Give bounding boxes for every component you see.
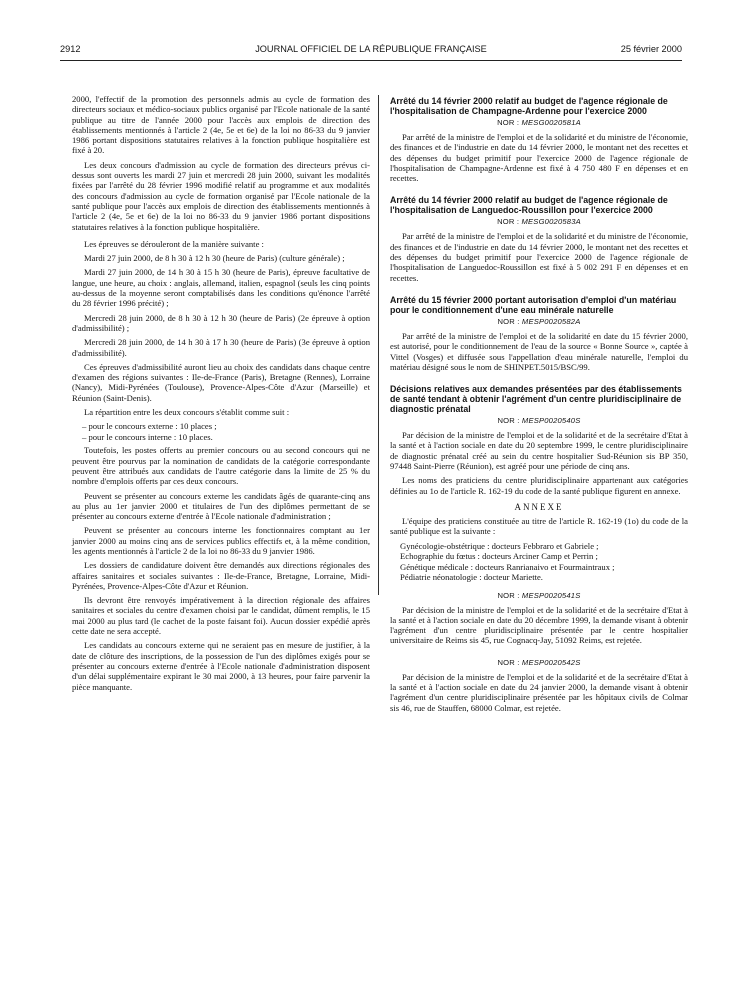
nor-code: MESP0020540S bbox=[521, 416, 581, 426]
paragraph: Peuvent se présenter au concours interne les fonctionnaires comptant au 1er janvier 2000 au moins cinq ans de services publics effectifs et, à la même condition, les agents mentionnés à l'article 2 de la loi no 86-33 du 9 janvier 1986. bbox=[72, 525, 370, 556]
paragraph: Par décision de la ministre de l'emploi et de la solidarité et de la secrétaire d'Etat à la santé et à l'action sociale en date du 20 décembre 1999, la demande visant à obtenir l'agrément d'un centre pluridisciplinaire présentée par le centre hospitalier universitaire de Reims sis 45, rue Cognacq-Jay, 51092 Reims, est rejetée. bbox=[390, 604, 688, 646]
paragraph: La répartition entre les deux concours s'établit comme suit : bbox=[84, 407, 290, 418]
section-title: Arrêté du 14 février 2000 relatif au budget de l'agence régionale de l'hospitalisation de Languedoc-Roussillon pour l'exercice 2000 bbox=[390, 195, 668, 216]
paragraph: Ces épreuves d'admissibilité auront lieu au choix des candidats dans chaque centre d'examen des régions suivantes : Ile-de-France (Paris), Bretagne (Rennes), Lorraine (Nancy), Midi-Pyrénées (Toulouse), Provence-Alpes-Côte d'Azur (Marseille) et Réunion (Saint-Denis). bbox=[72, 361, 370, 403]
annexe-title: ANNEXE bbox=[514, 501, 564, 512]
nor-label: NOR : bbox=[497, 118, 520, 127]
list-item: Génétique médicale : docteurs Ranrianaivo et Fourmaintraux ; bbox=[400, 561, 615, 572]
paragraph: Toutefois, les postes offerts au premier concours ou au second concours qui ne peuvent être pourvus par la nomination de candidats de la catégorie correspondante peuvent être attribués aux candidats de l'autre catégorie dans la limite de 25 % du nombre d'emplois offerts par ces deux concours. bbox=[72, 445, 370, 487]
paragraph: L'équipe des praticiens constituée au titre de l'article R. 162-19 (1o) du code de la santé publique est la suivante : bbox=[390, 515, 688, 537]
paragraph: Par arrêté de la ministre de l'emploi et de la solidarité et du ministre de l'économie, des finances et de l'industrie en date du 14 février 2000, le montant net des recettes et des dépenses du budget primitif pour l'exercice 2000 de l'agence régionale de l'hospitalisation de Champagne-Ardenne est fixé à 4 750 480 F en dépenses et en recettes. bbox=[390, 132, 688, 184]
paragraph: Mercredi 28 juin 2000, de 14 h 30 à 17 h 30 (heure de Paris) (3e épreuve à option d'admissibilité). bbox=[72, 337, 370, 358]
paragraph: Par décision de la ministre de l'emploi et de la solidarité et de la secrétaire d'Etat à la santé et à l'action sociale en date du 20 septembre 1999, le centre pluridisciplinaire de diagnostic prénatal créé au sein du centre hospitalier Sud-Réunion sis BP 350, 97448 Saint-Pierre (Réunion), est agréé pour une période de cinq ans. bbox=[390, 430, 688, 472]
left-column bbox=[72, 94, 370, 696]
paragraph: 2000, l'effectif de la promotion des personnels admis au cycle de formation des directeurs sociaux et médico-sociaux publics organisé par l'Ecole nationale de la santé publique au titre de l'année 2000 pour l'accès aux emplois de direction des établissements mentionnés à l'article 2 (4e, 5e et 6e) de la loi no 86-33 du 9 janvier 1986 portant dispositions statutaires relatives à la fonction publique hospitalière est fixé à 20. bbox=[72, 94, 370, 156]
nor-reference bbox=[390, 591, 688, 600]
section-title: Arrêté du 14 février 2000 relatif au budget de l'agence régionale de l'hospitalisation de Champagne-Ardenne pour l'exercice 2000 bbox=[390, 96, 668, 116]
nor-reference bbox=[390, 416, 688, 425]
page-number: 2912 bbox=[60, 44, 81, 54]
paragraph: Par décision de la ministre de l'emploi et de la solidarité et de la secrétaire d'Etat à la santé et à l'action sociale en date du 24 janvier 2000, la demande visant à obtenir l'agrément d'un centre pluridisciplinaire présentée par les hôpitaux civils de Colmar sis 46, rue de Stauffen, 68000 Colmar, est rejetée. bbox=[390, 671, 688, 713]
paragraph: Par arrêté de la ministre de l'emploi et de la solidarité et du ministre de l'économie, des finances et de l'industrie en date du 14 février 2000, le montant net des recettes et des dépenses du budget primitif pour l'exercice 2000 de l'agence régionale de l'hospitalisation de Languedoc-Roussillon est fixé à 5 002 291 F en dépenses et en recettes. bbox=[390, 231, 688, 283]
nor-label: NOR : bbox=[497, 217, 520, 227]
paragraph: Mercredi 28 juin 2000, de 8 h 30 à 12 h 30 (heure de Paris) (2e épreuve à option d'admissibilité) ; bbox=[72, 312, 370, 333]
paragraph: Par arrêté de la ministre de l'emploi et de la solidarité en date du 15 février 2000, est autorisé, pour le conditionnement de l'eau de la source « Bonne Source », captée à Vittel (Vosges) et diffusée sous l'appellation d'eau minérale naturelle, l'emploi du matériau désigné sous le nom de SHINPET.5015/BSC/99. bbox=[390, 330, 688, 372]
nor-code: MESP0020541S bbox=[521, 590, 581, 600]
right-column bbox=[390, 94, 688, 717]
journal-title: JOURNAL OFFICIEL DE LA RÉPUBLIQUE FRANÇAISE bbox=[255, 44, 487, 54]
nor-code: MESP0020542S bbox=[521, 657, 581, 667]
column-divider bbox=[378, 95, 379, 595]
paragraph: Peuvent se présenter au concours externe les candidats âgés de quarante-cinq ans au plus au 1er janvier 2000 et titulaires de l'un des diplômes permettant de se présenter au concours externe d'entrée à l'Ecole nationale d'administration ; bbox=[72, 490, 370, 522]
paragraph: Les épreuves se dérouleront de la manière suivante : bbox=[84, 238, 264, 249]
nor-code: MESG0020581A bbox=[521, 118, 581, 127]
section-title: Arrêté du 15 février 2000 portant autorisation d'emploi d'un matériau pour le conditionnement d'une eau minérale naturelle bbox=[390, 294, 677, 315]
list-item: Gynécologie-obstétrique : docteurs Febbraro et Gabriele ; bbox=[400, 540, 599, 551]
paragraph: Mardi 27 juin 2000, de 8 h 30 à 12 h 30 (heure de Paris) (culture générale) ; bbox=[84, 253, 345, 264]
paragraph: Mardi 27 juin 2000, de 14 h 30 à 15 h 30 (heure de Paris), épreuve facultative de langue, une heure, au choix : anglais, allemand, italien, espagnol (seuls les cinq points au-dessus de la moyenne seront comptabilisés dans les conditions qu'énonce l'arrêté du 28 février 1996 précité) ; bbox=[72, 267, 370, 309]
list-item: – pour le concours interne : 10 places. bbox=[82, 431, 213, 442]
nor-label: NOR : bbox=[497, 590, 520, 600]
nor-reference bbox=[390, 217, 688, 226]
nor-label: NOR : bbox=[497, 316, 520, 326]
nor-code: MESP0020582A bbox=[521, 316, 581, 326]
paragraph: Ils devront être renvoyés impérativement à la direction régionale des affaires sanitaires et sociales du centre d'examen choisi par le candidat, dûment remplis, le 15 mai 2000 au plus tard (le cachet de la poste faisant foi). Aucun dossier expédié après cette date ne sera accepté. bbox=[72, 595, 370, 637]
header-rule bbox=[60, 60, 682, 61]
paragraph: Les noms des praticiens du centre pluridisciplinaire appartenant aux catégories définies au 1o de l'article R. 162-19 du code de la santé publique figurent en annexe. bbox=[390, 475, 688, 496]
nor-code: MESG0020583A bbox=[521, 217, 581, 227]
list-item: – pour le concours externe : 10 places ; bbox=[82, 421, 217, 432]
nor-reference bbox=[390, 118, 688, 127]
nor-label: NOR : bbox=[497, 416, 520, 426]
nor-reference bbox=[390, 317, 688, 326]
page-header bbox=[60, 44, 682, 58]
paragraph: Les candidats au concours externe qui ne seraient pas en mesure de justifier, à la date de clôture des inscriptions, de la possession de l'un des diplômes exigés pour se présenter au concours externe d'entrée à l'Ecole nationale d'administration disposent d'un délai supplémentaire expirant le 30 mai 2000, à 13 heures, pour faire parvenir la pièce manquante. bbox=[72, 640, 370, 692]
list-item: Echographie du fœtus : docteurs Arciner Camp et Perrin ; bbox=[400, 551, 598, 562]
issue-date: 25 février 2000 bbox=[620, 44, 682, 54]
section-title: Décisions relatives aux demandes présentées par des établissements de santé tendant à obtenir l'agrément d'un centre pluridisciplinaire de diagnostic prénatal bbox=[390, 384, 682, 415]
nor-label: NOR : bbox=[497, 657, 520, 667]
list-item: Pédiatrie néonatologie : docteur Mariette. bbox=[400, 572, 543, 583]
paragraph: Les dossiers de candidature doivent être demandés aux directions régionales des affaires sanitaires et sociales suivantes : Ile-de-France, Bretagne, Lorraine, Midi-Pyrénées, Provence-Alpes-Côte d'Azur et Réunion. bbox=[72, 560, 370, 591]
nor-reference bbox=[390, 658, 688, 667]
paragraph: Les deux concours d'admission au cycle de formation des directeurs prévus ci-dessus sont ouverts les mardi 27 juin et mercredi 28 juin 2000, suivant les modalités fixées par l'arrêté du 28 février 1996 modifié relatif au programme et aux modalités des concours d'admission au cycle de formation organisé par l'Ecole nationale de la santé publique pour l'accès aux emplois de direction des établissements mentionnés à l'article 2 (4e, 5e et 6e) de la loi no 86-33 du 9 janvier 1986 portant dispositions statutaires relatives à la fonction publique hospitalière. bbox=[72, 159, 370, 232]
